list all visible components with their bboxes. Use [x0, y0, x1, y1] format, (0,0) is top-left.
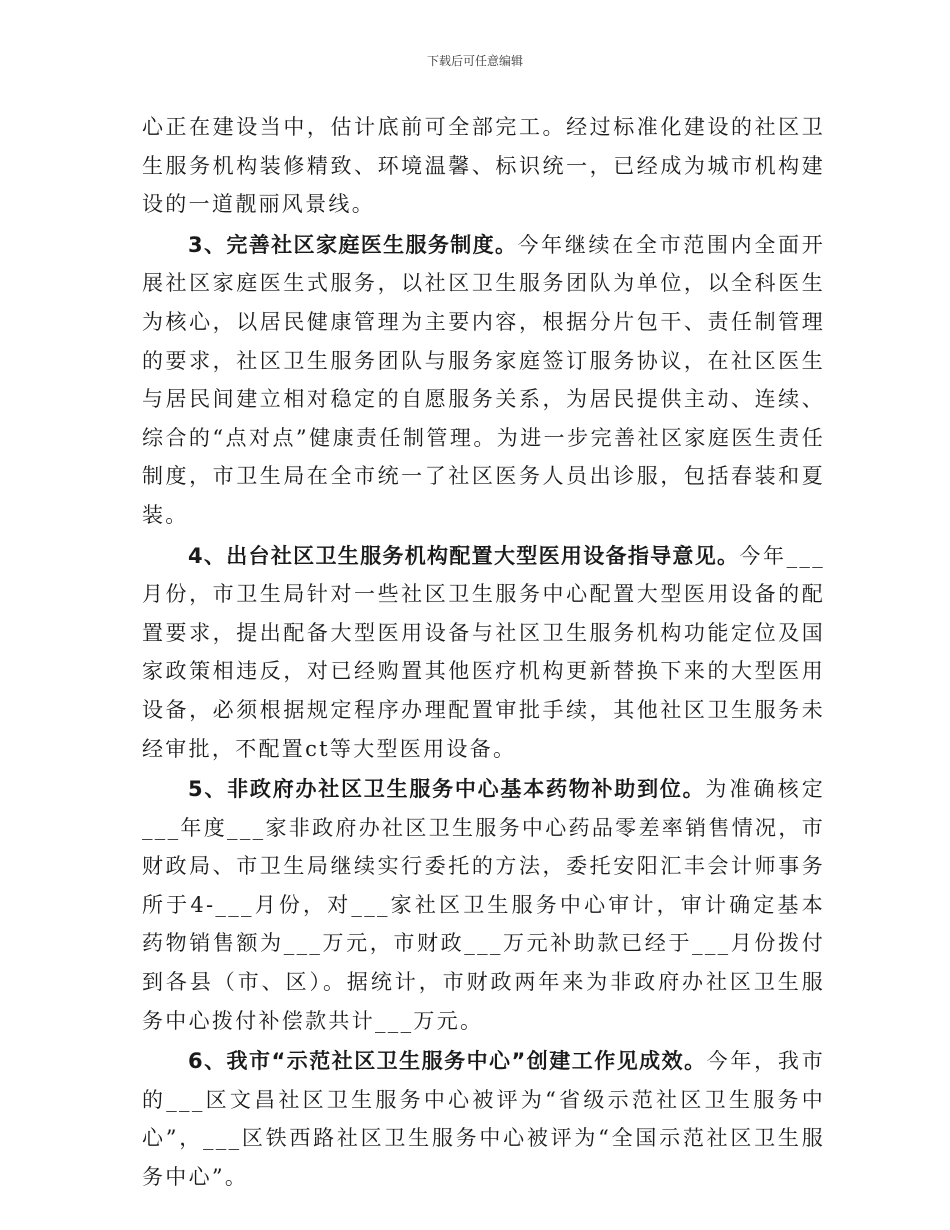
page-header: 下载后可任意编辑 — [426, 54, 523, 68]
paragraph-item-4 — [142, 537, 825, 769]
paragraph-text: 为准确核定___年度___家非政府办社区卫生服务中心药品零差率销售情况，市财政局、市卫生局继续实行委托的方法，委托安阳汇丰会计师事务所于4-___月份，对___家社区卫生服务中心审计，审计确定基本药物销售额为___万元，市财政___万元补助款已经于___月份拨付到各县（市、区）。据统计，市财政两年来为非政府办社区卫生服务中心拨付补偿款共计___万元。 — [142, 777, 825, 1033]
paragraph-continuation — [142, 108, 825, 224]
paragraph-item-3 — [142, 226, 825, 535]
document-body — [142, 108, 825, 1199]
item-heading: 5、非政府办社区卫生服务中心基本药物补助到位。 — [188, 777, 706, 802]
paragraph-item-6 — [142, 1042, 825, 1196]
item-heading: 4、出台社区卫生服务机构配置大型医用设备指导意见。 — [188, 543, 740, 568]
paragraph-text: 心正在建设当中，估计底前可全部完工。经过标准化建设的社区卫生服务机构装修精致、环境温馨、标识统一，已经成为城市机构建设的一道靓丽风景线。 — [142, 115, 825, 217]
item-heading: 3、完善社区家庭医生服务制度。 — [188, 232, 518, 257]
paragraph-text: 今年继续在全市范围内全面开展社区家庭医生式服务，以社区卫生服务团队为单位，以全科医生为核心，以居民健康管理为主要内容，根据分片包干、责任制管理的要求，社区卫生服务团队与服务家庭签订服务协议，在社区医生与居民间建立相对稳定的自愿服务关系，为居民提供主动、连续、综合的“点对点”健康责任制管理。为进一步完善社区家庭医生责任制度，市卫生局在全市统一了社区医务人员出诊服，包括春装和夏装。 — [142, 232, 825, 527]
paragraph-item-5 — [142, 770, 825, 1040]
paragraph-text: 今年，我市的___区文昌社区卫生服务中心被评为“省级示范社区卫生服务中心”，___区铁西路社区卫生服务中心被评为“全国示范社区卫生服务中心”。 — [142, 1049, 826, 1190]
item-heading: 6、我市“示范社区卫生服务中心”创建工作见成效。 — [188, 1049, 707, 1074]
paragraph-text: 今年___月份，市卫生局针对一些社区卫生服务中心配置大型医用设备的配置要求，提出配备大型医用设备与社区卫生服务机构功能定位及国家政策相违反，对已经购置其他医疗机构更新替换下来的大型医用设备，必须根据规定程序办理配置审批手续，其他社区卫生服务未经审批，不配置ct等大型医用设备。 — [142, 543, 825, 761]
